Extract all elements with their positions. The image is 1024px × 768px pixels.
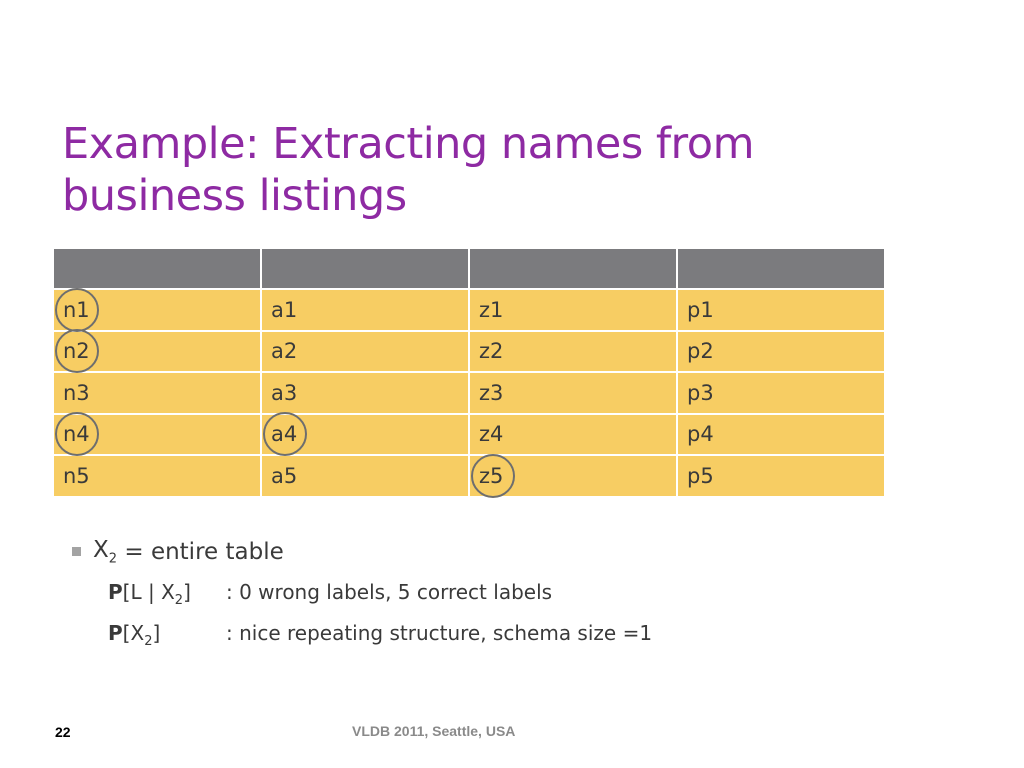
cell-value: a5 (271, 463, 298, 488)
listings-table (52, 247, 886, 498)
table-cell (53, 331, 261, 373)
highlight-circle (55, 412, 99, 456)
bullet-item (72, 537, 284, 567)
cell-value: n4 (63, 422, 90, 446)
table-cell (469, 372, 677, 414)
cell-value: p4 (687, 422, 714, 447)
cell-value: z2 (479, 339, 504, 364)
cell-value: a2 (271, 339, 298, 364)
table-header-row (53, 248, 885, 289)
title-line-1: Example: Extracting names from (62, 119, 754, 169)
sub-line-prior (108, 621, 652, 649)
cell-value: p5 (687, 463, 714, 488)
table-cell (469, 289, 677, 331)
table-cell (677, 372, 885, 414)
cell-value: n3 (63, 380, 90, 405)
table-cell (469, 331, 677, 373)
highlight-circle (55, 288, 99, 332)
header-cell (261, 248, 469, 289)
table-cell (677, 414, 885, 456)
table-row (53, 372, 885, 414)
table-cell (261, 289, 469, 331)
highlight-circle (263, 412, 307, 456)
table-row (53, 414, 885, 456)
formula-desc: : nice repeating structure, schema size =1 (226, 621, 653, 645)
square-bullet-icon (72, 547, 81, 556)
table-row (53, 331, 885, 373)
table-cell (53, 414, 261, 456)
header-cell (469, 248, 677, 289)
table-row (53, 289, 885, 331)
table-cell (261, 331, 469, 373)
header-cell (53, 248, 261, 289)
highlight-circle (55, 329, 99, 373)
cell-value: p3 (687, 380, 714, 405)
cell-value: n1 (63, 298, 90, 322)
formula-lhs: $P[X_2]$ (108, 621, 161, 649)
table-cell (677, 455, 885, 497)
cell-value: p1 (687, 297, 714, 322)
table-cell (677, 331, 885, 373)
formula-lhs: P[L | $X_2$] (108, 580, 191, 608)
slide-title (62, 118, 962, 222)
cell-value: z4 (479, 422, 504, 447)
bullet-text: = entire table (117, 538, 284, 565)
cell-value: z3 (479, 380, 504, 405)
cell-value: p2 (687, 339, 714, 364)
cell-value: z1 (479, 297, 504, 322)
formula-desc: : 0 wrong labels, 5 correct labels (226, 580, 553, 604)
bullet-var: $X_2$ (93, 537, 118, 567)
cell-value: a1 (271, 297, 298, 322)
cell-value: n2 (63, 339, 90, 363)
cell-value: n5 (63, 463, 90, 488)
table-row (53, 455, 885, 497)
title-line-2: business listings (62, 171, 407, 221)
table-cell (53, 289, 261, 331)
header-cell (677, 248, 885, 289)
table-cell (469, 455, 677, 497)
sub-line-likelihood (108, 580, 552, 608)
slide-number: 22 (55, 724, 71, 740)
cell-value: a3 (271, 380, 298, 405)
table-cell (53, 372, 261, 414)
slide-footer: VLDB 2011, Seattle, USA (352, 723, 516, 739)
cell-value: z5 (479, 464, 503, 488)
table-cell (677, 289, 885, 331)
table-cell (53, 455, 261, 497)
table-cell (261, 372, 469, 414)
cell-value: a4 (271, 422, 297, 446)
highlight-circle (471, 454, 515, 498)
table-cell (469, 414, 677, 456)
table-cell (261, 414, 469, 456)
table-cell (261, 455, 469, 497)
